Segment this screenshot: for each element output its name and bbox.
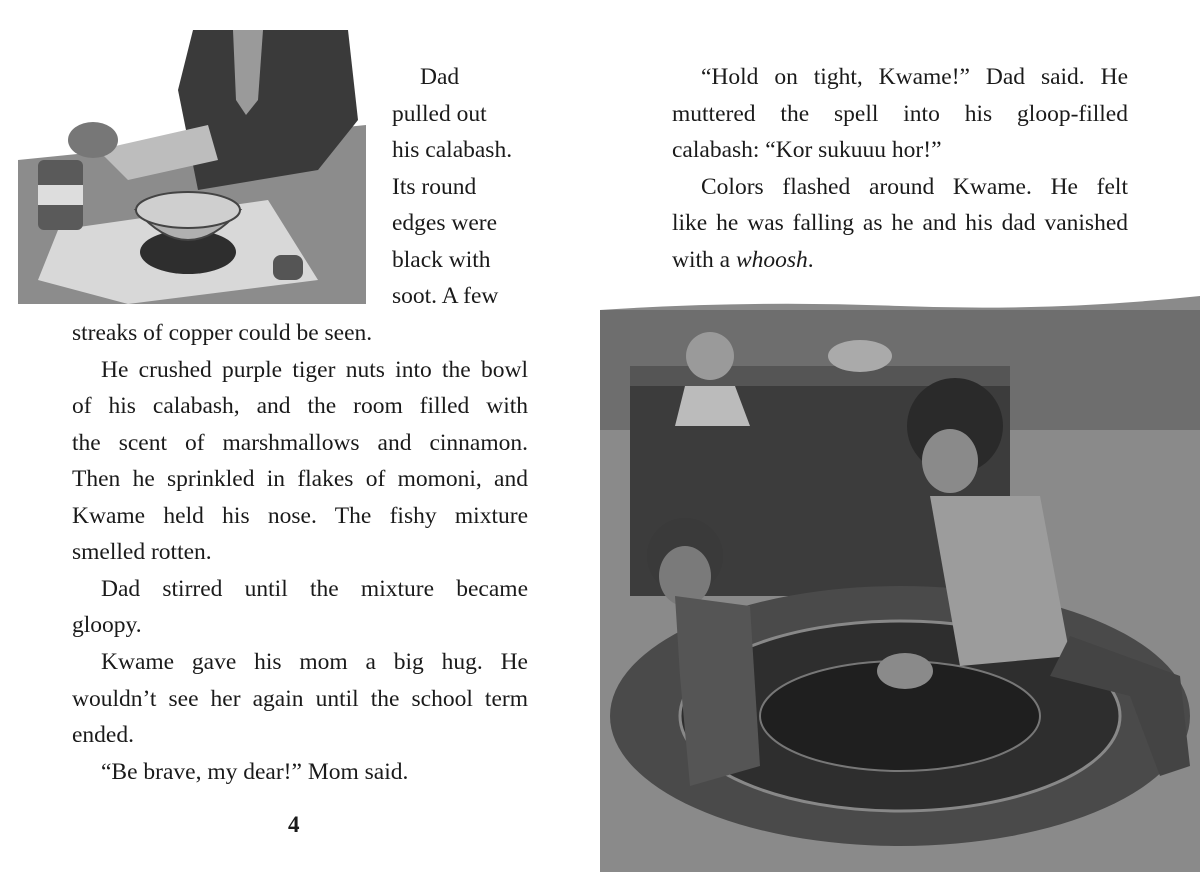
text-line: the scent of marshmallows and cinnamon. [72,429,528,456]
text-line: wouldn’t see her again until the school term [72,685,528,712]
illustration-dad-calabash [18,30,366,304]
text-line: He crushed purple tiger nuts into the bowl [101,356,528,383]
text-line: his calabash. [392,137,513,163]
illustration-vortex-scene [600,296,1200,872]
text-line: Dad [420,64,460,90]
text-line: black with [392,247,491,273]
page-number: 4 [288,812,300,837]
text-segment: with a [672,247,736,273]
text-line: like he was falling as he and his dad vanished [672,210,1128,237]
text-line: gloopy. [72,612,142,639]
text-line: streaks of copper could be seen. [72,320,373,346]
text-line: Dad stirred until the mixture became [101,575,528,602]
text-line: edges were [392,210,498,236]
text-line: “Hold on tight, Kwame!” Dad said. He [701,64,1128,90]
text-line: Kwame held his nose. The fishy mixture [72,502,528,529]
text-line: muttered the spell into his gloop-filled [672,100,1128,127]
italic-word: whoosh [735,247,808,273]
text-line: Colors flashed around Kwame. He felt [701,173,1128,200]
text-line: pulled out [392,101,487,127]
text-line: calabash: “Kor sukuuu hor!” [672,137,942,164]
text-line: Then he sprinkled in flakes of momoni, and [72,466,528,493]
text-segment: . [807,247,814,273]
text-line: ended. [72,722,134,749]
text-line: smelled rotten. [72,539,212,566]
text-line [672,242,814,279]
right-page [600,0,1200,872]
text-line: Kwame gave his mom a big hug. He [101,648,528,675]
text-line: soot. A few [392,283,499,309]
text-line: of his calabash, and the room filled with [72,393,528,420]
text-line: “Be brave, my dear!” Mom said. [101,758,409,785]
text-line: Its round [392,174,477,200]
